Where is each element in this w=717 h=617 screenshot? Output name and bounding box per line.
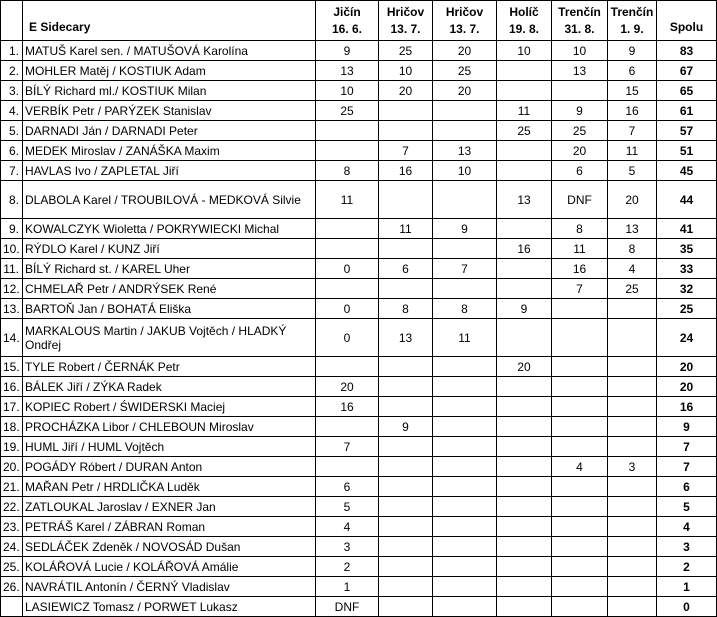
total-points-cell: 32 xyxy=(657,279,717,299)
race-points-cell xyxy=(379,397,433,417)
race-points-cell xyxy=(608,299,657,319)
race-points-cell: 11 xyxy=(497,101,552,121)
position-cell: 9. xyxy=(1,219,23,239)
total-points-cell: 9 xyxy=(657,417,717,437)
race-points-cell: 9 xyxy=(608,41,657,61)
race-points-cell: 10 xyxy=(433,161,497,181)
total-points-cell: 25 xyxy=(657,299,717,319)
race-points-cell xyxy=(608,597,657,617)
race-points-cell: 13 xyxy=(552,61,608,81)
crew-name-cell: ZATLOUKAL Jaroslav / EXNER Jan xyxy=(23,497,316,517)
race-header-hricov-1 xyxy=(379,1,433,41)
race-header-trencin-2 xyxy=(608,1,657,41)
crew-name-cell: POGÁDY Róbert / DURAN Anton xyxy=(23,457,316,477)
race-points-cell xyxy=(497,397,552,417)
race-points-cell xyxy=(379,497,433,517)
race-points-cell: 13 xyxy=(379,319,433,357)
crew-name-cell: BÁLEK Jiří / ZÝKA Radek xyxy=(23,377,316,397)
position-cell: 22. xyxy=(1,497,23,517)
race-points-cell xyxy=(497,477,552,497)
race-points-cell: 20 xyxy=(433,41,497,61)
race-header-hricov-2 xyxy=(433,1,497,41)
race-points-cell xyxy=(497,457,552,477)
total-points-cell: 20 xyxy=(657,357,717,377)
race-points-cell xyxy=(379,239,433,259)
total-points-cell: 65 xyxy=(657,81,717,101)
total-points-cell: 61 xyxy=(657,101,717,121)
race-points-cell xyxy=(552,81,608,101)
race-points-cell xyxy=(379,577,433,597)
crew-name-cell: PETRÁŠ Karel / ZÁBRAN Roman xyxy=(23,517,316,537)
race-points-cell xyxy=(497,259,552,279)
crew-name-cell: MEDEK Miroslav / ZANÁŠKA Maxim xyxy=(23,141,316,161)
position-cell: 1. xyxy=(1,41,23,61)
race-points-cell xyxy=(552,557,608,577)
race-points-cell: 11 xyxy=(608,141,657,161)
race-points-cell xyxy=(379,121,433,141)
crew-name-cell: HUML Jiří / HUML Vojtěch xyxy=(23,437,316,457)
table-row xyxy=(1,477,717,497)
race-points-cell: 10 xyxy=(316,81,379,101)
crew-name-cell: LASIEWICZ Tomasz / PORWET Lukasz xyxy=(23,597,316,617)
crew-name-cell: TYLE Robert / ČERNÁK Petr xyxy=(23,357,316,377)
table-row xyxy=(1,239,717,259)
race-points-cell xyxy=(497,141,552,161)
total-points-cell: 6 xyxy=(657,477,717,497)
race-points-cell xyxy=(379,477,433,497)
race-points-cell: 20 xyxy=(379,81,433,101)
race-points-cell xyxy=(552,577,608,597)
table-row xyxy=(1,259,717,279)
race-points-cell xyxy=(552,397,608,417)
race-points-cell xyxy=(552,477,608,497)
race-points-cell xyxy=(433,557,497,577)
race-points-cell xyxy=(379,357,433,377)
race-points-cell: 8 xyxy=(552,219,608,239)
race-points-cell: 0 xyxy=(316,319,379,357)
race-points-cell xyxy=(379,457,433,477)
crew-name-cell: NAVRÁTIL Antonín / ČERNÝ Vladislav xyxy=(23,577,316,597)
position-cell: 20. xyxy=(1,457,23,477)
crew-name-cell: MOHLER Matěj / KOSTIUK Adam xyxy=(23,61,316,81)
race-points-cell xyxy=(497,319,552,357)
table-row xyxy=(1,357,717,377)
race-points-cell xyxy=(497,557,552,577)
race-points-cell xyxy=(608,357,657,377)
race-points-cell xyxy=(433,577,497,597)
table-row xyxy=(1,397,717,417)
header-row xyxy=(1,1,717,41)
race-points-cell: 11 xyxy=(316,181,379,219)
race-date: 13. 7. xyxy=(390,21,421,36)
class-title: E Sidecary xyxy=(23,1,316,41)
race-points-cell: 0 xyxy=(316,299,379,319)
race-points-cell: 10 xyxy=(497,41,552,61)
total-points-cell: 57 xyxy=(657,121,717,141)
race-points-cell xyxy=(316,357,379,377)
position-cell: 6. xyxy=(1,141,23,161)
race-points-cell: 25 xyxy=(552,121,608,141)
race-points-cell xyxy=(433,457,497,477)
table-row xyxy=(1,517,717,537)
race-points-cell xyxy=(497,279,552,299)
race-points-cell xyxy=(552,597,608,617)
table-row xyxy=(1,299,717,319)
race-points-cell: 20 xyxy=(497,357,552,377)
race-points-cell xyxy=(608,397,657,417)
race-points-cell: DNF xyxy=(316,597,379,617)
race-points-cell xyxy=(316,219,379,239)
total-points-cell: 20 xyxy=(657,377,717,397)
race-points-cell xyxy=(497,577,552,597)
race-points-cell xyxy=(379,101,433,121)
race-points-cell xyxy=(497,61,552,81)
race-points-cell: 6 xyxy=(316,477,379,497)
race-points-cell xyxy=(608,577,657,597)
table-row xyxy=(1,41,717,61)
table-row xyxy=(1,319,717,357)
race-points-cell: 8 xyxy=(433,299,497,319)
race-date: 1. 9. xyxy=(620,21,644,36)
race-points-cell xyxy=(379,537,433,557)
race-points-cell xyxy=(552,537,608,557)
race-header-jicin xyxy=(316,1,379,41)
table-row xyxy=(1,81,717,101)
race-points-cell xyxy=(608,517,657,537)
race-venue: Trenčín xyxy=(610,4,654,19)
table-row xyxy=(1,417,717,437)
table-row xyxy=(1,101,717,121)
total-points-cell: 0 xyxy=(657,597,717,617)
race-points-cell: 25 xyxy=(608,279,657,299)
race-points-cell xyxy=(433,377,497,397)
race-points-cell: 20 xyxy=(608,181,657,219)
race-points-cell xyxy=(433,477,497,497)
total-points-cell: 67 xyxy=(657,61,717,81)
race-points-cell: 8 xyxy=(379,299,433,319)
position-cell: 11. xyxy=(1,259,23,279)
race-points-cell: 8 xyxy=(608,239,657,259)
position-cell: 16. xyxy=(1,377,23,397)
race-points-cell: 20 xyxy=(316,377,379,397)
race-points-cell xyxy=(497,417,552,437)
table-row xyxy=(1,537,717,557)
race-points-cell xyxy=(316,457,379,477)
race-points-cell: 7 xyxy=(379,141,433,161)
race-points-cell: 11 xyxy=(552,239,608,259)
race-points-cell: 20 xyxy=(433,81,497,101)
race-points-cell: 5 xyxy=(316,497,379,517)
table-row xyxy=(1,497,717,517)
race-points-cell: 9 xyxy=(552,101,608,121)
race-venue: Trenčín xyxy=(558,4,601,19)
crew-name-cell: SEDLÁČEK Zdeněk / NOVOSÁD Dušan xyxy=(23,537,316,557)
race-points-cell xyxy=(433,101,497,121)
position-cell: 2. xyxy=(1,61,23,81)
total-points-cell: 5 xyxy=(657,497,717,517)
race-date: 13. 7. xyxy=(449,21,480,36)
total-points-cell: 7 xyxy=(657,457,717,477)
table-row xyxy=(1,577,717,597)
race-points-cell: 13 xyxy=(316,61,379,81)
race-points-cell: 9 xyxy=(379,417,433,437)
crew-name-cell: CHMELAŘ Petr / ANDRÝSEK René xyxy=(23,279,316,299)
race-points-cell xyxy=(433,517,497,537)
race-points-cell: 3 xyxy=(608,457,657,477)
race-points-cell xyxy=(316,279,379,299)
race-points-cell: 11 xyxy=(379,219,433,239)
crew-name-cell: BÍLÝ Richard st. / KAREL Uher xyxy=(23,259,316,279)
total-points-cell: 7 xyxy=(657,437,717,457)
crew-name-cell: VERBÍK Petr / PARÝZEK Stanislav xyxy=(23,101,316,121)
race-points-cell xyxy=(433,121,497,141)
race-points-cell xyxy=(379,557,433,577)
total-points-cell: 45 xyxy=(657,161,717,181)
race-points-cell xyxy=(433,537,497,557)
race-points-cell: 25 xyxy=(433,61,497,81)
race-points-cell: 6 xyxy=(379,259,433,279)
race-points-cell xyxy=(608,437,657,457)
race-points-cell xyxy=(497,537,552,557)
position-cell: 19. xyxy=(1,437,23,457)
position-cell: 17. xyxy=(1,397,23,417)
position-cell: 3. xyxy=(1,81,23,101)
total-points-cell: 2 xyxy=(657,557,717,577)
race-header-holic xyxy=(497,1,552,41)
position-cell: 10. xyxy=(1,239,23,259)
position-cell xyxy=(1,597,23,617)
total-points-cell: 41 xyxy=(657,219,717,239)
position-cell: 23. xyxy=(1,517,23,537)
race-points-cell: 9 xyxy=(497,299,552,319)
crew-name-cell: MAŘAN Petr / HRDLIČKA Luděk xyxy=(23,477,316,497)
position-cell: 18. xyxy=(1,417,23,437)
race-points-cell xyxy=(433,437,497,457)
race-points-cell xyxy=(552,357,608,377)
race-points-cell xyxy=(497,517,552,537)
race-points-cell xyxy=(608,477,657,497)
race-points-cell xyxy=(379,437,433,457)
race-points-cell: 16 xyxy=(316,397,379,417)
race-points-cell: DNF xyxy=(552,181,608,219)
race-points-cell: 7 xyxy=(433,259,497,279)
race-points-cell: 10 xyxy=(379,61,433,81)
race-points-cell xyxy=(433,417,497,437)
position-cell: 12. xyxy=(1,279,23,299)
race-points-cell xyxy=(316,121,379,141)
position-cell: 13. xyxy=(1,299,23,319)
total-points-cell: 1 xyxy=(657,577,717,597)
total-points-cell: 33 xyxy=(657,259,717,279)
race-points-cell: 11 xyxy=(433,319,497,357)
total-points-cell: 16 xyxy=(657,397,717,417)
race-points-cell xyxy=(497,597,552,617)
race-points-cell xyxy=(497,437,552,457)
race-points-cell: 4 xyxy=(316,517,379,537)
total-points-cell: 4 xyxy=(657,517,717,537)
race-points-cell: 13 xyxy=(433,141,497,161)
race-points-cell: 2 xyxy=(316,557,379,577)
race-points-cell: 25 xyxy=(379,41,433,61)
header-pos-cell xyxy=(1,1,23,41)
crew-name-cell: KOLÁŘOVÁ Lucie / KOLÁŘOVÁ Amálie xyxy=(23,557,316,577)
race-points-cell xyxy=(316,141,379,161)
race-points-cell xyxy=(379,181,433,219)
race-venue: Hričov xyxy=(386,4,425,19)
race-points-cell xyxy=(497,161,552,181)
race-points-cell xyxy=(433,279,497,299)
table-row xyxy=(1,437,717,457)
race-header-trencin-1 xyxy=(552,1,608,41)
total-points-cell: 83 xyxy=(657,41,717,61)
race-points-cell xyxy=(608,497,657,517)
race-points-cell: 13 xyxy=(497,181,552,219)
race-points-cell: 6 xyxy=(608,61,657,81)
race-points-cell xyxy=(552,497,608,517)
position-cell: 7. xyxy=(1,161,23,181)
race-points-cell: 15 xyxy=(608,81,657,101)
race-points-cell xyxy=(497,81,552,101)
race-points-cell: 20 xyxy=(552,141,608,161)
race-points-cell: 25 xyxy=(497,121,552,141)
race-points-cell xyxy=(608,417,657,437)
race-points-cell xyxy=(433,497,497,517)
race-points-cell: 1 xyxy=(316,577,379,597)
position-cell: 15. xyxy=(1,357,23,377)
crew-name-cell: DLABOLA Karel / TROUBILOVÁ - MEDKOVÁ Silvie xyxy=(23,181,316,219)
race-points-cell: 0 xyxy=(316,259,379,279)
race-points-cell: 10 xyxy=(552,41,608,61)
race-points-cell xyxy=(433,239,497,259)
position-cell: 26. xyxy=(1,577,23,597)
race-points-cell xyxy=(552,377,608,397)
race-date: 31. 8. xyxy=(564,21,595,36)
total-points-cell: 3 xyxy=(657,537,717,557)
race-points-cell xyxy=(608,377,657,397)
crew-name-cell: KOWALCZYK Wioletta / POKRYWIECKI Michal xyxy=(23,219,316,239)
race-points-cell: 8 xyxy=(316,161,379,181)
race-points-cell xyxy=(379,377,433,397)
race-points-cell xyxy=(379,597,433,617)
race-points-cell xyxy=(379,517,433,537)
race-points-cell xyxy=(552,437,608,457)
race-points-cell xyxy=(608,557,657,577)
race-points-cell: 5 xyxy=(608,161,657,181)
position-cell: 21. xyxy=(1,477,23,497)
table-row xyxy=(1,457,717,477)
race-points-cell: 4 xyxy=(552,457,608,477)
race-points-cell xyxy=(608,537,657,557)
race-points-cell xyxy=(608,319,657,357)
table-row xyxy=(1,161,717,181)
race-points-cell xyxy=(497,497,552,517)
table-row xyxy=(1,279,717,299)
table-row xyxy=(1,121,717,141)
total-points-cell: 44 xyxy=(657,181,717,219)
position-cell: 4. xyxy=(1,101,23,121)
race-points-cell xyxy=(316,239,379,259)
position-cell: 5. xyxy=(1,121,23,141)
race-points-cell xyxy=(552,517,608,537)
crew-name-cell: DARNADI Ján / DARNADI Peter xyxy=(23,121,316,141)
race-date: 19. 8. xyxy=(508,21,540,36)
race-points-cell: 7 xyxy=(552,279,608,299)
race-points-cell xyxy=(497,219,552,239)
race-points-cell: 16 xyxy=(608,101,657,121)
race-points-cell: 16 xyxy=(497,239,552,259)
race-points-cell: 7 xyxy=(608,121,657,141)
crew-name-cell: PROCHÁZKA Libor / CHLEBOUN Miroslav xyxy=(23,417,316,437)
race-points-cell: 6 xyxy=(552,161,608,181)
table-row xyxy=(1,557,717,577)
race-date: 16. 6. xyxy=(331,21,363,36)
race-points-cell xyxy=(316,417,379,437)
position-cell: 8. xyxy=(1,181,23,219)
race-points-cell: 9 xyxy=(316,41,379,61)
table-row xyxy=(1,141,717,161)
crew-name-cell: KOPIEC Robert / ŚWIDERSKI Maciej xyxy=(23,397,316,417)
crew-name-cell: MATUŠ Karel sen. / MATUŠOVÁ Karolína xyxy=(23,41,316,61)
table-row xyxy=(1,597,717,617)
race-points-cell: 7 xyxy=(316,437,379,457)
crew-name-cell: RÝDLO Karel / KUNZ Jiří xyxy=(23,239,316,259)
crew-name-cell: MARKALOUS Martin / JAKUB Vojtěch / HLADKÝ Ondřej xyxy=(23,319,316,357)
table-row xyxy=(1,181,717,219)
race-points-cell: 13 xyxy=(608,219,657,239)
race-points-cell xyxy=(552,417,608,437)
race-points-cell xyxy=(379,279,433,299)
position-cell: 24. xyxy=(1,537,23,557)
table-row xyxy=(1,219,717,239)
race-points-cell: 4 xyxy=(608,259,657,279)
race-points-cell xyxy=(433,397,497,417)
race-points-cell xyxy=(433,357,497,377)
race-points-cell: 16 xyxy=(552,259,608,279)
crew-name-cell: BÍLÝ Richard ml./ KOSTIUK Milan xyxy=(23,81,316,101)
race-points-cell: 16 xyxy=(379,161,433,181)
race-points-cell xyxy=(433,181,497,219)
position-cell: 25. xyxy=(1,557,23,577)
race-points-cell xyxy=(552,319,608,357)
race-points-cell xyxy=(497,377,552,397)
table-row xyxy=(1,61,717,81)
race-venue: Hričov xyxy=(445,4,484,19)
table-row xyxy=(1,377,717,397)
crew-name-cell: HAVLAS Ivo / ZAPLETAL Jiří xyxy=(23,161,316,181)
race-venue: Holíč xyxy=(509,4,539,19)
total-points-cell: 51 xyxy=(657,141,717,161)
position-cell: 14. xyxy=(1,319,23,357)
total-header: Spolu xyxy=(657,1,717,41)
race-venue: Jičín xyxy=(333,4,361,19)
race-points-cell: 3 xyxy=(316,537,379,557)
crew-name-cell: BARTOŇ Jan / BOHATÁ Eliška xyxy=(23,299,316,319)
race-points-cell: 9 xyxy=(433,219,497,239)
race-points-cell xyxy=(433,597,497,617)
total-points-cell: 24 xyxy=(657,319,717,357)
race-points-cell xyxy=(552,299,608,319)
race-points-cell: 25 xyxy=(316,101,379,121)
total-points-cell: 35 xyxy=(657,239,717,259)
